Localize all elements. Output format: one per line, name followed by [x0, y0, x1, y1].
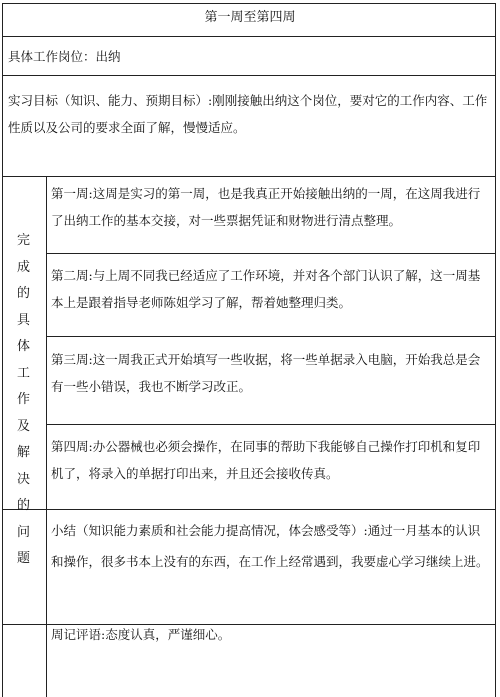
- side-label-line: 题: [16, 551, 37, 566]
- side-label: [2, 228, 46, 573]
- row-divider-week2: [46, 336, 496, 337]
- week-4-text: 第四周:办公器械也必须会操作，在同事的帮助下我能够自己操作打印机和复印机了，将录入的单据打印出来，并且还会接收传真。: [51, 439, 481, 481]
- row-divider-goal: [2, 176, 496, 177]
- row-divider-week4: [2, 509, 496, 510]
- side-label-line: 解决: [16, 445, 37, 487]
- goal-text: 实习目标（知识、能力、预期目标）:刚刚接触出纳这个岗位，要对它的工作内容、工作性质以及公司的要求全面了解，慢慢适应。: [8, 93, 488, 135]
- side-label-line: 体工: [16, 339, 37, 381]
- side-label-line: 完成: [16, 233, 37, 275]
- row-divider-week3: [46, 424, 496, 425]
- column-divider: [46, 176, 47, 697]
- row-divider-position: [2, 75, 496, 76]
- week-1-text: 第一周:这周是实习的第一周，也是我真正开始接触出纳的一周，在这周我进行了出纳工作的基本交接，对一些票据凭证和财物进行清点整理。: [51, 186, 481, 228]
- summary-text: 小结（知识能力素质和社会能力提高情况，体会感受等）:通过一月基本的认识和操作，很多书本上没有的东西，在工作上经常遇到，我要虚心学习继续上进。: [51, 523, 489, 569]
- side-label-line: 的问: [16, 498, 37, 540]
- table-border-top: [2, 3, 496, 4]
- page-title: 第一周至第四周: [204, 10, 296, 25]
- comment-text: 周记评语:态度认真，严谨细心。: [51, 627, 231, 642]
- row-divider-week1: [46, 253, 496, 254]
- week-2-text: 第二周:与上周不同我已经适应了工作环境，并对各个部门认识了解，这一周基本上是跟着指导老师陈姐学习了解，帮着她整理归类。: [51, 268, 481, 310]
- position-line: 具体工作岗位：出纳: [8, 49, 121, 64]
- side-label-line: 的具: [16, 286, 37, 328]
- side-label-line: 作及: [16, 392, 37, 434]
- row-divider-title: [2, 36, 496, 37]
- week-3-text: 第三周:这一周我正式开始填写一些收据，将一些单据录入电脑，开始我总是会有一些小错误，我也不断学习改正。: [51, 352, 481, 394]
- table-border-right: [495, 3, 496, 697]
